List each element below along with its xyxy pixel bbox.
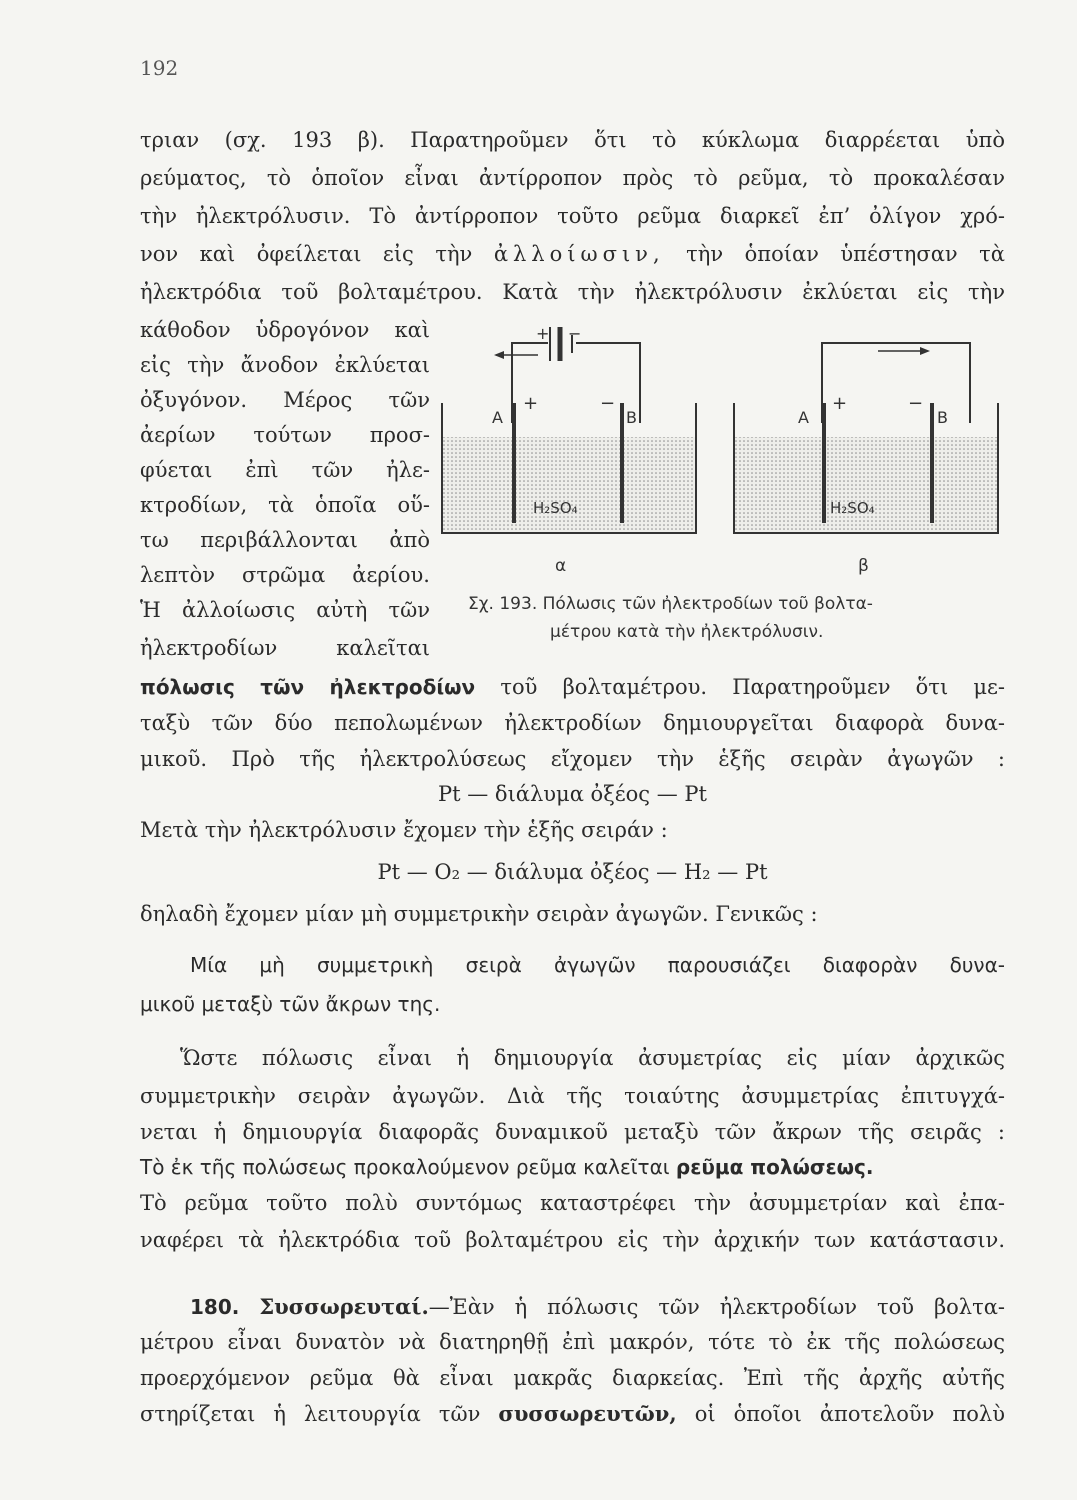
solution-label: H₂SO₄ [533, 499, 578, 517]
vessel-alpha [442, 324, 696, 533]
text-line: εἰς τὴν ἄνοδον ἐκλύεται [140, 353, 430, 377]
bold-term: συσσωρευτῶν, [498, 1401, 677, 1426]
text-line: κτροδίων, τὰ ὁποῖα οὕ- [140, 493, 430, 517]
text-line: τὴν ἠλεκτρόλυσιν. Τὸ ἀντίρροπον τοῦτο ρεῦμα διαρκεῖ ἐπ’ ὀλίγον χρό- [140, 204, 1005, 228]
conductor-series-before: Pt — διάλυμα ὀξέος — Pt [438, 782, 707, 806]
figure-label-beta: β [858, 556, 869, 576]
electrode-b-label: B [937, 408, 948, 427]
text-line: τριαν (σχ. 193 β). Παρατηροῦμεν ὅτι τὸ κύκλωμα διαρρέεται ὑπὸ [140, 128, 1005, 152]
text-line: νεται ἡ δημιουργία διαφορᾶς δυναμικοῦ μεταξὺ τῶν ἄκρων τῆς σειρᾶς : [140, 1120, 1005, 1144]
text-segment: —Ἐὰν ἡ πόλωσις τῶν ἠλεκτροδίων τοῦ βολτα- [428, 1295, 1005, 1319]
battery-minus-label: − [568, 324, 582, 343]
section-heading-line [190, 1293, 1005, 1321]
text-line: Ὥστε πόλωσις εἶναι ἡ δημιουργία ἀσυμετρίας εἰς μίαν ἀρχικῶς [180, 1046, 1005, 1070]
figure-caption: Σχ. 193. Πόλωσις τῶν ἠλεκτροδίων τοῦ βολτα- [468, 594, 873, 614]
vessel-beta [734, 343, 998, 533]
text-line: τω περιβάλλονται ἀπὸ [140, 528, 430, 552]
electrolyte-beta [734, 437, 998, 533]
text-line: ἀερίων τούτων προσ- [140, 423, 430, 447]
electrode-a-label: A [492, 408, 503, 427]
text-line: Τὸ ρεῦμα τοῦτο πολὺ συντόμως καταστρέφει τὴν ἀσυμμετρίαν καὶ ἐπα- [140, 1191, 1005, 1215]
text-line: κάθοδον ὑδρογόνον καὶ [140, 318, 430, 342]
anode-plus-label: + [523, 393, 539, 414]
text-segment: τὴν ὁποίαν ὑπέστησαν τὰ [686, 242, 1005, 266]
text-line [140, 1400, 1005, 1428]
text-segment: στηρίζεται ἡ λειτουργία τῶν [140, 1402, 499, 1426]
arrow-head-left-icon [494, 351, 504, 359]
text-line: ἠλεκτρόδια τοῦ βολταμέτρου. Κατὰ τὴν ἠλεκτρόλυσιν ἐκλύεται εἰς τὴν [140, 280, 1005, 304]
text-line: μέτρου εἶναι δυνατὸν νὰ διατηρηθῇ ἐπὶ μακρόν, τότε τὸ ἐκ τῆς πολώσεως [140, 1330, 1005, 1354]
electrolyte-alpha [442, 437, 696, 533]
text-line: ὀξυγόνον. Μέρος τῶν [140, 388, 430, 412]
text-line: ρεύματος, τὸ ὁποῖον εἶναι ἀντίρροπον πρὸς τὸ ρεῦμα, τὸ προκαλέσαν [140, 166, 1005, 190]
arrow-head-right-icon [920, 347, 930, 355]
electrode-a-alpha [512, 403, 516, 523]
page-number: 192 [140, 56, 179, 80]
cathode-minus-label: − [600, 393, 616, 414]
spaced-term: ἀλλοίωσιν, [493, 242, 665, 266]
cathode-minus-label: − [908, 393, 924, 414]
electrode-b-alpha [620, 403, 624, 523]
text-line: φύεται ἐπὶ τῶν ἠλε- [140, 458, 430, 482]
anode-plus-label: + [832, 393, 848, 414]
electrode-b-beta [930, 403, 934, 523]
section-title: Συσσωρευταί. [259, 1294, 429, 1319]
text-line: ναφέρει τὰ ἠλεκτρόδια τοῦ βολταμέτρου εἰς τὴν ἀρχικήν των κατάστασιν. [140, 1228, 1005, 1252]
text-line: λεπτὸν στρῶμα ἀερίου. [140, 563, 430, 587]
figure-caption: μέτρου κατὰ τὴν ἠλεκτρόλυσιν. [550, 622, 824, 642]
text-line: ταξὺ τῶν δύο πεπολωμένων ἠλεκτροδίων δημιουργεῖται διαφορὰ δυνα- [140, 711, 1005, 735]
section-number: 180. [190, 1295, 240, 1319]
figure-label-alpha: α [555, 556, 567, 576]
text-line: ἠλεκτροδίων καλεῖται [140, 636, 430, 660]
electrode-a-beta [822, 403, 826, 523]
solution-label: H₂SO₄ [830, 499, 875, 517]
principle-text: μικοῦ μεταξὺ τῶν ἄκρων της. [140, 992, 441, 1016]
text-line: συμμετρικὴν σειρὰν ἀγωγῶν. Διὰ τῆς τοιαύτης ἀσυμμετρίας ἐπιτυγχά- [140, 1084, 1005, 1108]
text-segment: τοῦ βολταμέτρου. Παρατηροῦμεν ὅτι με- [475, 675, 1005, 699]
text-line [140, 1153, 1005, 1181]
conductor-series-after: Pt — O₂ — διάλυμα ὀξέος — H₂ — Pt [377, 860, 768, 884]
text-line: μικοῦ. Πρὸ τῆς ἠλεκτρολύσεως εἴχομεν τὴν ἑξῆς σειρὰν ἀγωγῶν : [140, 747, 1005, 771]
principle-text: Μία μὴ συμμετρικὴ σειρὰ ἀγωγῶν παρουσιάζει διαφορὰν δυνα- [190, 953, 1005, 977]
text-line [140, 240, 1005, 268]
text-segment: Τὸ ἐκ τῆς πολώσεως προκαλούμενον ρεῦμα καλεῖται [140, 1155, 676, 1179]
battery-plus-label: + [536, 324, 550, 343]
bold-term: ρεῦμα πολώσεως. [675, 1155, 874, 1179]
text-segment: οἱ ὁποῖοι ἀποτελοῦν πολὺ [676, 1402, 1005, 1426]
voltameter-figure [430, 315, 1010, 575]
text-line: Μετὰ τὴν ἠλεκτρόλυσιν ἔχομεν τὴν ἑξῆς σειράν : [140, 818, 668, 842]
text-line [140, 673, 1005, 701]
text-line: προερχόμενον ρεῦμα θὰ εἶναι μακρᾶς διαρκείας. Ἐπὶ τῆς ἀρχῆς αὐτῆς [140, 1366, 1005, 1390]
bold-term: πόλωσις τῶν ἠλεκτροδίων [140, 675, 476, 699]
electrode-b-label: B [626, 408, 637, 427]
text-line: Ἡ ἀλλοίωσις αὐτὴ τῶν [140, 598, 430, 622]
electrode-a-label: A [798, 408, 809, 427]
text-line: δηλαδὴ ἔχομεν μίαν μὴ συμμετρικὴν σειρὰν ἀγωγῶν. Γενικῶς : [140, 902, 818, 926]
text-segment: νον καὶ ὀφείλεται εἰς τὴν [140, 242, 473, 266]
